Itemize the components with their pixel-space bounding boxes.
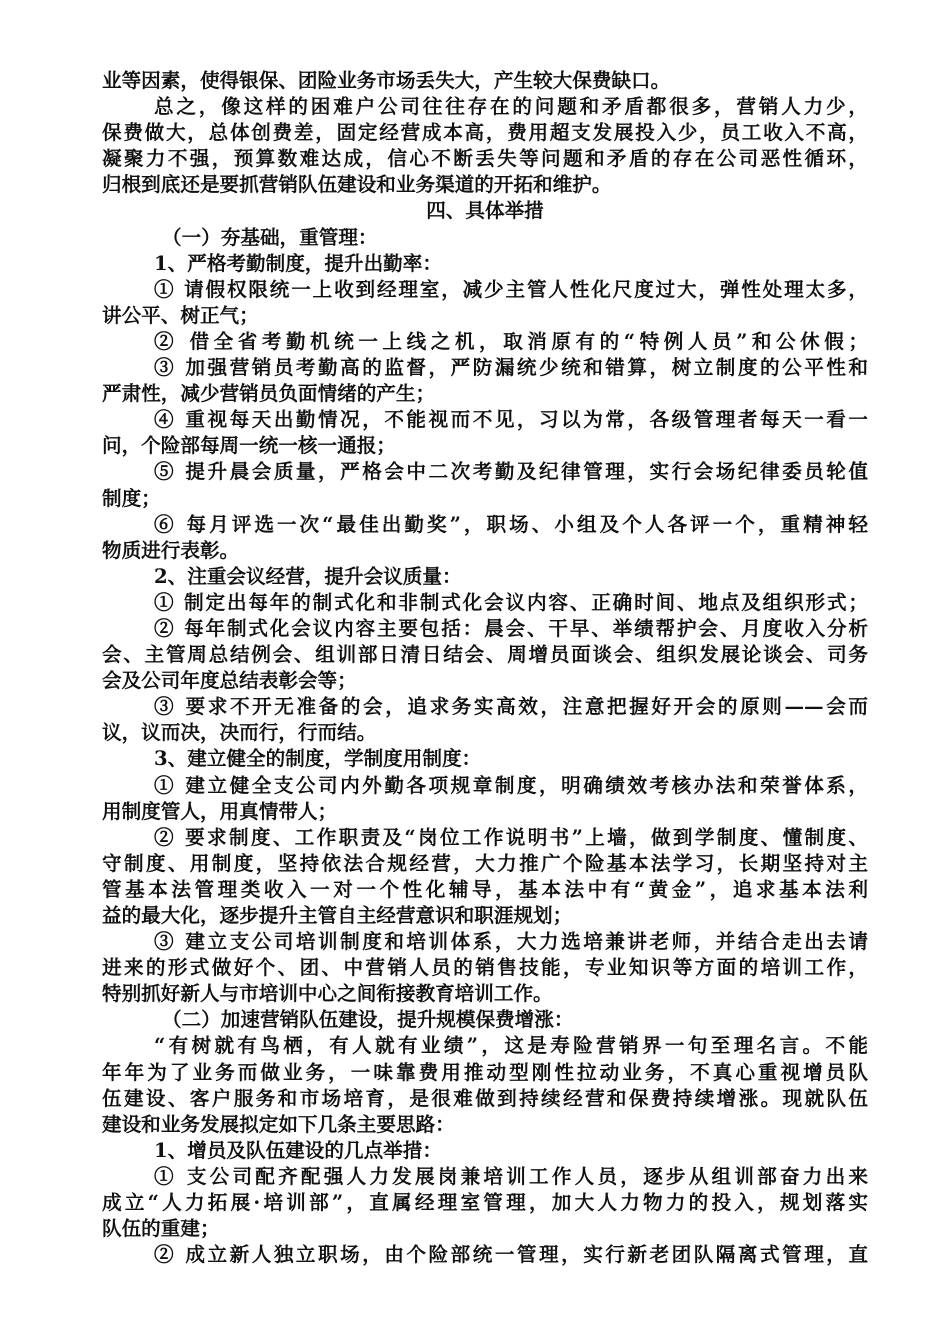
text-line: ⑥ 每月评选一次“最佳出勤奖”，职场、小组及个人各评一个，重精神轻: [154, 512, 868, 536]
text-line: ③ 建立支公司培训制度和培训体系，大力选培兼讲老师，并结合走出去请: [154, 930, 868, 954]
text-line: ② 成立新人独立职场，由个险部统一管理，实行新老团队隔离式管理，直: [154, 1243, 868, 1267]
text-line: 3、建立健全的制度，学制度用制度：: [154, 747, 482, 771]
text-line: 1、严格考勤制度，提升出勤率：: [154, 251, 442, 275]
text-line: ② 要求制度、工作职责及“岗位工作说明书”上墙，做到学制度、懂制度、: [154, 825, 868, 849]
text-line: 凝聚力不强，预算数难达成，信心不断丢失等问题和矛盾的存在公司恶性循环，: [102, 147, 868, 171]
text-line: 队伍的重建；: [102, 1217, 220, 1241]
text-line: ⑤ 提升晨会质量，严格会中二次考勤及纪律管理，实行会场纪律委员轮值: [154, 460, 868, 484]
text-line: ④ 重视每天出勤情况，不能视而不见，习以为常，各级管理者每天一看一: [154, 408, 868, 432]
text-line: 用制度管人，用真情带人；: [102, 799, 338, 823]
text-line: 会及公司年度总结表彰会等；: [102, 669, 357, 693]
text-line: ③ 要求不开无准备的会，追求务实高效，注意把握好开会的原则——会而: [154, 695, 868, 719]
text-line: 守制度、用制度，坚持依法合规经营，大力推广个险基本法学习，长期坚持对主: [102, 851, 868, 875]
text-line: 2、注重会议经营，提升会议质量：: [154, 564, 462, 588]
text-line: 成立“人力拓展·培训部”，直属经理室管理，加大人力物力的投入，规划落实: [102, 1191, 868, 1215]
text-line: 益的最大化，逐步提升主管自主经营意识和职涯规划；: [102, 904, 573, 927]
text-line: 特别抓好新人与市培训中心之间衔接教育培训工作。: [102, 982, 553, 1006]
text-line: 归根到底还是要抓营销队伍建设和业务渠道的开拓和维护。: [102, 173, 612, 197]
text-line: 问，个险部每周一统一核一通报；: [102, 434, 396, 458]
text-line: “有树就有鸟栖，有人就有业绩”，这是寿险营销界一句至理名言。不能: [154, 1034, 868, 1058]
text-line: 总之，像这样的困难户公司往往存在的问题和矛盾都很多，营销人力少，: [154, 95, 868, 119]
text-line: ① 支公司配齐配强人力发展岗兼培训工作人员，逐步从组训部奋力出来: [154, 1164, 868, 1188]
text-line: 建设和业务发展拟定如下几条主要思路：: [102, 1112, 455, 1136]
text-line: 进来的形式做好个、团、中营销人员的销售技能，专业知识等方面的培训工作，: [102, 956, 868, 980]
text-line: 管基本法管理类收入一对一个性化辅导，基本法中有“黄金”，追求基本法利: [102, 877, 868, 901]
text-line: （一）夯基础，重管理：: [162, 225, 378, 249]
section-heading: 四、具体举措: [426, 199, 544, 223]
text-line: ② 每年制式化会议内容主要包括：晨会、干早、举绩帮护会、月度收入分析: [154, 616, 868, 640]
document-page: [102, 68, 868, 1268]
text-line: 讲公平、树正气；: [102, 303, 259, 327]
text-line: 物质进行表彰。: [102, 538, 240, 562]
text-line: 议，议而决，决而行，行而结。: [102, 721, 377, 745]
text-line: 会、主管周总结例会、组训部日清日结会、周增员面谈会、组织发展论谈会、司务: [102, 643, 868, 667]
text-line: 业等因素，使得银保、团险业务市场丢失大，产生较大保费缺口。: [102, 69, 671, 92]
text-line: ① 请假权限统一上收到经理室，减少主管人性化尺度过大，弹性处理太多，: [154, 277, 868, 301]
text-line: 年年为了业务而做业务，一味靠费用推动型刚性拉动业务，不真心重视增员队: [102, 1060, 868, 1084]
text-line: ③ 加强营销员考勤高的监督，严防漏统少统和错算，树立制度的公平性和: [154, 356, 868, 380]
text-line: （二）加速营销队伍建设，提升规模保费增涨：: [162, 1008, 574, 1032]
text-line: 伍建设、客户服务和市场培育，是很难做到持续经营和保费持续增涨。现就队伍: [102, 1086, 868, 1110]
text-line: ② 借全省考勤机统一上线之机，取消原有的“特例人员”和公休假；: [154, 329, 868, 353]
text-line: 制度；: [102, 486, 161, 510]
text-line: 严肃性，减少营销员负面情绪的产生；: [102, 382, 436, 406]
text-line: ① 建立健全支公司内外勤各项规章制度，明确绩效考核办法和荣誉体系，: [154, 773, 868, 797]
text-line: ① 制定出每年的制式化和非制式化会议内容、正确时间、地点及组织形式；: [154, 590, 868, 614]
text-line: 1、增员及队伍建设的几点举措：: [154, 1138, 442, 1162]
text-line: 保费做大，总体创费差，固定经营成本高，费用超支发展投入少，员工收入不高，: [102, 121, 868, 145]
